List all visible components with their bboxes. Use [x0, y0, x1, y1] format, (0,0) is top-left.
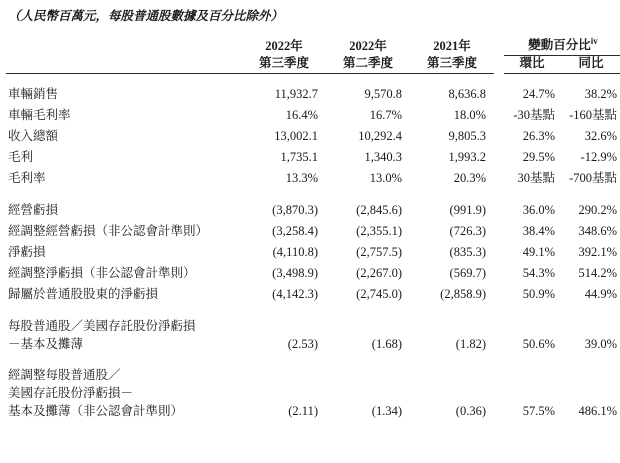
cell-yoy: 38.2% [584, 87, 617, 102]
row-label-line: 毛利率 [8, 171, 46, 186]
cell-gap [494, 284, 504, 305]
row-label [6, 263, 242, 284]
cell-q2-2022: (1.34) [371, 404, 402, 419]
table-row [6, 221, 620, 242]
row-label-line: 毛利 [8, 150, 34, 165]
cell-yoy: 32.6% [584, 129, 617, 144]
cell-q2-2022: (2,845.6) [356, 203, 402, 218]
header-row-line1 [6, 34, 620, 56]
financial-summary-table [6, 34, 620, 421]
cell-q2-2022: 10,292.4 [358, 129, 402, 144]
cell-q2-2022: (2,355.1) [356, 224, 402, 239]
cell-q3-2021: 9,805.3 [448, 129, 486, 144]
cell-q3-2022: (2.11) [288, 404, 318, 419]
table-row [6, 200, 620, 221]
cell-q3-2021: (0.36) [455, 404, 486, 419]
row-label [6, 105, 242, 126]
header-change-group-footnote: iv [590, 36, 598, 46]
cell-yoy: 290.2% [578, 203, 617, 218]
cell-gap [494, 126, 504, 147]
header-q3-2021-quarter: 第三季度 [426, 56, 477, 71]
cell-gap [494, 200, 504, 221]
row-label-line: 經營虧損 [8, 203, 59, 218]
row-label [6, 221, 242, 242]
row-label [6, 316, 242, 354]
cell-qoq: 30基點 [517, 171, 555, 186]
row-label-line: 經調整每股普通股／ [8, 368, 121, 383]
cell-q3-2021: 8,636.8 [448, 87, 486, 102]
row-label-line: 車輛銷售 [8, 87, 59, 102]
row-label-line: 經調整經營虧損（非公認會計準則） [8, 224, 209, 239]
cell-q3-2022: 1,735.1 [280, 150, 318, 165]
cell-qoq: 54.3% [522, 266, 555, 281]
cell-q3-2022: 13,002.1 [274, 129, 318, 144]
cell-q3-2022: 16.4% [285, 108, 318, 123]
cell-q3-2021: 20.3% [453, 171, 486, 186]
cell-q2-2022: (2,745.0) [356, 287, 402, 302]
cell-q3-2021: 1,993.2 [448, 150, 486, 165]
row-label-line: 經調整淨虧損（非公認會計準則） [8, 266, 196, 281]
cell-q3-2022: 13.3% [285, 171, 318, 186]
row-label [6, 200, 242, 221]
header-spacer [6, 75, 620, 84]
cell-q3-2021: (726.3) [449, 224, 486, 239]
row-label-line: －基本及攤薄 [8, 337, 84, 352]
cell-gap [494, 147, 504, 168]
cell-q3-2022: (4,142.3) [272, 287, 318, 302]
header-q3-2022-year: 2022年 [265, 38, 303, 53]
cell-yoy: -160基點 [569, 108, 617, 123]
row-label [6, 147, 242, 168]
cell-q3-2021: (1.82) [455, 337, 486, 352]
row-label [6, 126, 242, 147]
header-qoq: 環比 [519, 56, 545, 71]
cell-gap [494, 105, 504, 126]
cell-q2-2022: 16.7% [369, 108, 402, 123]
table-body [6, 84, 620, 421]
cell-yoy: -12.9% [580, 150, 617, 165]
cell-qoq: 24.7% [522, 87, 555, 102]
header-row-line2 [6, 56, 620, 74]
header-label-blank-2 [6, 56, 242, 74]
cell-q2-2022: 1,340.3 [364, 150, 402, 165]
table-row [6, 84, 620, 105]
table-header [6, 34, 620, 84]
cell-gap [494, 263, 504, 284]
cell-qoq: -30基點 [513, 108, 555, 123]
cell-q3-2022: (3,870.3) [272, 203, 318, 218]
header-yoy: 同比 [578, 56, 604, 71]
cell-gap [494, 168, 504, 189]
header-change-group-label: 變動百分比 [528, 38, 591, 53]
header-q2-2022-quarter: 第二季度 [342, 56, 393, 71]
row-spacer [6, 354, 620, 365]
row-label-line: 車輛毛利率 [8, 108, 71, 123]
row-label-line: 基本及攤薄（非公認會計準則） [8, 404, 184, 419]
row-label [6, 168, 242, 189]
row-label [6, 242, 242, 263]
row-label-line: 美國存託股份淨虧損－ [8, 386, 134, 401]
cell-q3-2022: 11,932.7 [274, 87, 318, 102]
cell-qoq: 49.1% [522, 245, 555, 260]
table-row [6, 147, 620, 168]
header-gap [494, 34, 504, 56]
row-label-line: 淨虧損 [8, 245, 46, 260]
cell-q2-2022: (2,267.0) [356, 266, 402, 281]
cell-q3-2021: (991.9) [449, 203, 486, 218]
table-row [6, 168, 620, 189]
row-spacer [6, 305, 620, 316]
row-spacer [6, 189, 620, 200]
header-q3-2022-quarter: 第三季度 [258, 56, 309, 71]
cell-yoy: 392.1% [578, 245, 617, 260]
cell-q3-2021: 18.0% [453, 108, 486, 123]
row-label [6, 84, 242, 105]
cell-qoq: 36.0% [522, 203, 555, 218]
cell-qoq: 50.9% [522, 287, 555, 302]
table-row [6, 242, 620, 263]
header-label-blank [6, 34, 242, 56]
cell-q2-2022: (1.68) [371, 337, 402, 352]
cell-q3-2021: (2,858.9) [440, 287, 486, 302]
cell-yoy: 514.2% [578, 266, 617, 281]
row-label [6, 284, 242, 305]
cell-yoy: 348.6% [578, 224, 617, 239]
cell-gap [494, 316, 504, 354]
cell-yoy: 44.9% [584, 287, 617, 302]
cell-yoy: -700基點 [569, 171, 617, 186]
cell-q3-2021: (569.7) [449, 266, 486, 281]
row-label-line: 每股普通股／美國存託股份淨虧損 [8, 319, 196, 334]
table-row [6, 263, 620, 284]
cell-qoq: 26.3% [522, 129, 555, 144]
cell-yoy: 486.1% [578, 404, 617, 419]
table-row [6, 284, 620, 305]
cell-q2-2022: (2,757.5) [356, 245, 402, 260]
header-q3-2021-year: 2021年 [433, 38, 471, 53]
table-row [6, 126, 620, 147]
cell-gap [494, 242, 504, 263]
cell-qoq: 50.6% [522, 337, 555, 352]
cell-q2-2022: 9,570.8 [364, 87, 402, 102]
header-q2-2022-year: 2022年 [349, 38, 387, 53]
header-gap-2 [494, 56, 504, 74]
cell-gap [494, 221, 504, 242]
row-label-line: 歸屬於普通股股東的淨虧損 [8, 287, 159, 302]
cell-qoq: 38.4% [522, 224, 555, 239]
cell-q3-2021: (835.3) [449, 245, 486, 260]
cell-yoy: 39.0% [584, 337, 617, 352]
cell-gap [494, 84, 504, 105]
table-row [6, 365, 620, 421]
cell-qoq: 57.5% [522, 404, 555, 419]
unit-note: （人民幣百萬元，每股普通股數據及百分比除外） [8, 9, 284, 23]
table-row [6, 316, 620, 354]
table-row [6, 105, 620, 126]
cell-q3-2022: (4,110.8) [272, 245, 318, 260]
row-label-line: 收入總額 [8, 129, 59, 144]
cell-q3-2022: (3,498.9) [272, 266, 318, 281]
cell-q2-2022: 13.0% [369, 171, 402, 186]
cell-gap [494, 365, 504, 421]
header-change-group [504, 34, 620, 56]
row-label [6, 365, 242, 421]
cell-qoq: 29.5% [522, 150, 555, 165]
cell-q3-2022: (3,258.4) [272, 224, 318, 239]
cell-q3-2022: (2.53) [287, 337, 318, 352]
